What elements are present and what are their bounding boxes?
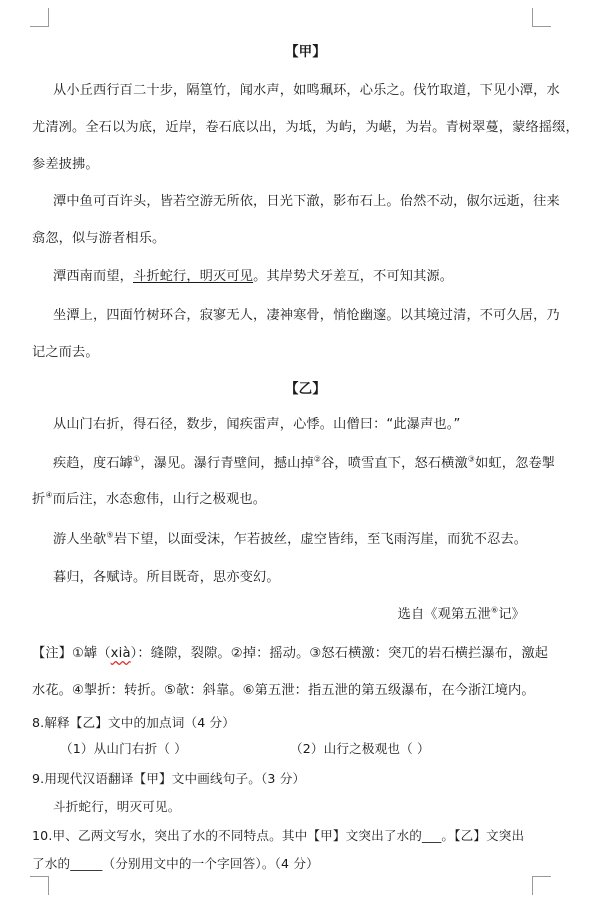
yi-paragraph-2-line-2	[32, 488, 266, 507]
yi-p3-text-b: 岩下望，以面受沫，乍若披丝，虚空皆纬，至飞雨泻崖，而犹不忍去。	[113, 532, 528, 547]
yi-p2-text-d: 如虹，忽卷掣	[475, 456, 556, 471]
jia-paragraph-3	[53, 265, 453, 284]
jia-paragraph-1-line-1: 从小丘西行百二十步，隔篁竹，闻水声，如鸣珮环，心乐之。伐竹取道，下见小潭，水	[53, 83, 560, 98]
footnote-mark-5: ⑤	[106, 530, 114, 540]
yi-paragraph-4: 暮归，各赋诗。所目既奇，思亦变幻。	[53, 570, 280, 585]
notes-line-2: 水花。④掣折：转折。⑤欹：斜靠。⑥第五泄：指五泄的第五级瀑布，在今浙江境内。	[32, 683, 535, 698]
footnote-mark-6: ⑥	[490, 605, 499, 615]
jia-p3-pre: 潭西南而望，	[53, 269, 134, 284]
crop-mark-bottom-right	[532, 876, 551, 895]
yi-p2-text-a: 疾趋，度石罅	[53, 456, 134, 471]
yi-p2-text-c: 谷，喷雪直下，怒石横激	[321, 456, 468, 471]
footnote-mark-4: ④	[45, 490, 53, 500]
crop-mark-bottom-left	[30, 876, 49, 895]
jia-paragraph-1-line-2: 尤清冽。全石以为底，近岸，卷石底以出，为坻，为屿，为嵁，为岩。青树翠蔓，蒙络摇缀，	[32, 120, 579, 135]
yi-paragraph-2-line-1	[53, 452, 555, 471]
heading-jia: 【甲】	[285, 44, 326, 60]
footnote-mark-3: ③	[467, 454, 476, 464]
yi-p3-text-a: 游人坐欹	[53, 532, 107, 547]
question-8-item-2: （2）山行之极观也（ ）	[290, 741, 430, 756]
question-9: 9.用现代汉语翻译【甲】文中画线句子。（3 分）	[32, 771, 306, 786]
crop-mark-top-right	[532, 8, 551, 27]
yi-p2-text-f: 而后注，水态愈伟，山行之极观也。	[52, 492, 267, 507]
footnote-mark-2: ②	[313, 454, 322, 464]
source-text-a: 选自《观第五泄	[397, 607, 491, 622]
question-8-item-1: （1）从山门右折（ ）	[60, 741, 188, 756]
jia-paragraph-4-line-2: 记之而去。	[32, 345, 99, 360]
notes-line-1	[32, 642, 548, 661]
question-8: 8.解释【乙】文中的加点词（4 分）	[32, 715, 236, 730]
jia-p3-post: 。其岸势犬牙差互，不可知其源。	[253, 269, 454, 284]
footnote-mark-1: ①	[133, 454, 141, 464]
notes-text-a: 【注】①罅（	[32, 646, 111, 661]
crop-mark-top-left	[30, 8, 49, 27]
yi-p2-text-e: 折	[32, 492, 46, 507]
question-9-sentence: 斗折蛇行，明灭可见。	[53, 799, 181, 814]
jia-paragraph-2-line-2: 翕忽，似与游者相乐。	[32, 231, 166, 246]
question-10-line-2: 了水的_____（分别用文中的一个字回答）。（4 分）	[32, 856, 319, 871]
yi-paragraph-3	[53, 528, 527, 547]
source-citation	[398, 603, 525, 622]
jia-paragraph-1-line-3: 参差披拂。	[32, 157, 99, 172]
question-10-line-1: 10.甲、乙两文写水，突出了水的不同特点。其中【甲】文突出了水的___。【乙】文突出	[32, 828, 525, 843]
yi-p2-text-b: ，瀑见。瀑行青壁间，撼山掉	[140, 456, 314, 471]
jia-paragraph-2-line-1: 潭中鱼可百许头，皆若空游无所依，日光下澈，影布石上。佁然不动，俶尔远逝，往来	[53, 194, 560, 209]
underlined-sentence: 斗折蛇行，明灭可见	[133, 269, 254, 284]
notes-text-b: ）：缝隙，裂隙。②掉：摇动。③怒石横激：突兀的岩石横拦瀑布，激起	[130, 646, 549, 661]
yi-paragraph-1: 从山门右折，得石径，数步，闻疾雷声，心悸。山僧曰：“此瀑声也。”	[53, 417, 461, 432]
jia-paragraph-4-line-1: 坐潭上，四面竹树环合，寂寥无人，凄神寒骨，悄怆幽邃。以其境过清，不可久居，乃	[53, 308, 560, 323]
heading-yi: 【乙】	[285, 381, 326, 397]
pinyin-xia: xià	[110, 646, 131, 661]
source-text-b: 记》	[498, 607, 525, 622]
